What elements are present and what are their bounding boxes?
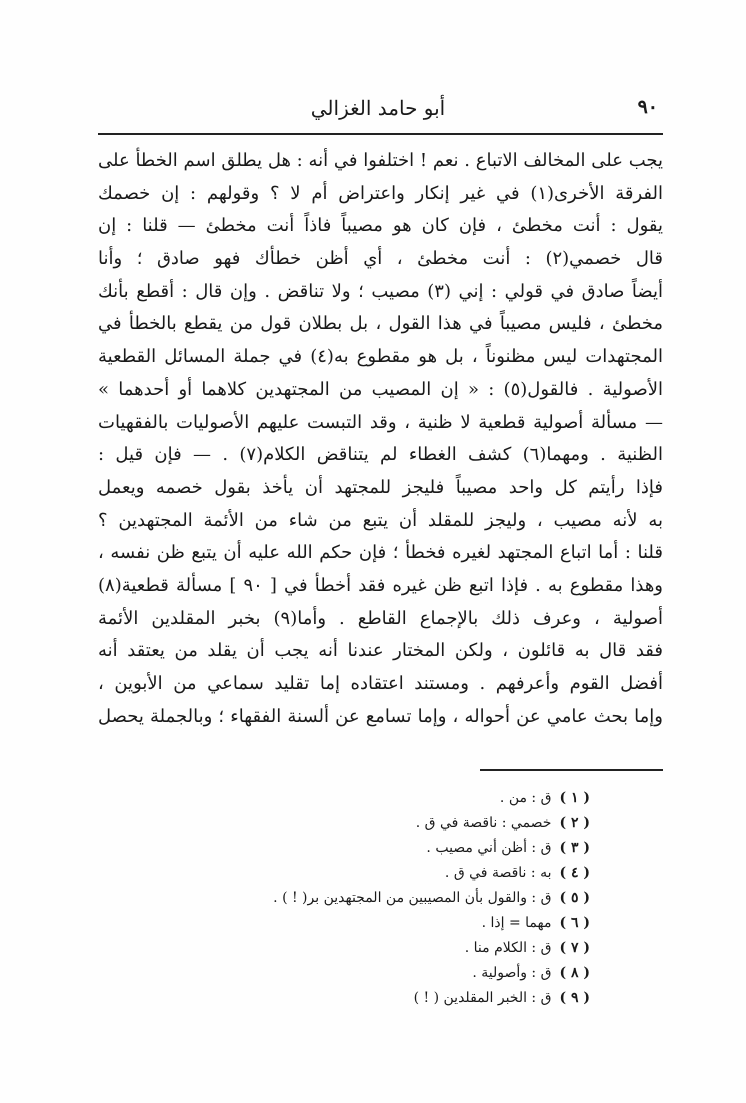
footnote-marker: ( ٤ ) xyxy=(559,865,590,881)
footnote xyxy=(250,961,590,986)
footnote-text: ق : الخبر المقلدين ( ! ) xyxy=(413,990,552,1006)
footnote-marker: ( ١ ) xyxy=(559,790,590,806)
footnote xyxy=(250,861,590,886)
footnote xyxy=(250,836,590,861)
text-line: أفضل القوم وأعرفهم . ومستند اعتقاده إما تقليد سماعي من الأبوين ، xyxy=(98,673,663,694)
text-line: مخطئ ، فليس مصيباً في هذا القول ، بل بطلان قول من يقطع بالخطأ في xyxy=(98,313,663,335)
footnote xyxy=(250,811,590,836)
text-line: أيضاً صادق في قولي : إني (٣) مصيب ؛ ولا تناقض . وإن قال : أقطع بأنك xyxy=(98,280,663,302)
footnote-text: مهما = إذا . xyxy=(481,915,552,931)
page-header xyxy=(98,92,658,132)
text-line: قال خصمي(٢) : أنت مخطئ ، أي أظن خطأك فهو صادق ؛ وأنا xyxy=(98,248,663,270)
footnote-marker: ( ٩ ) xyxy=(559,990,590,1006)
footnote-text: ق : والقول بأن المصيبين من المجتهدين بر( ! ) . xyxy=(273,890,552,906)
text-line: قلنا : أما اتباع المجتهد لغيره فخطأ ؛ فإن حكم الله عليه أن يتبع ظن نفسه ، xyxy=(98,542,663,564)
footnote-text: ق : أظن أني مصيب . xyxy=(426,840,552,856)
text-line: فإذا رأيتم كل واحد مصيباً فليجز للمجتهد أن يأخذ بقول خصمه ويعمل xyxy=(98,476,663,498)
footnote xyxy=(250,786,590,811)
text-line: الأصولية . فالقول(٥) : « إن المصيب من المجتهدين كلاهما أو أحدهما » xyxy=(98,378,663,400)
footnote-marker: ( ٣ ) xyxy=(559,840,590,856)
text-line: — مسألة أصولية قطعية لا ظنية ، وقد التبست عليهم الأصوليات بالفقهيات xyxy=(98,411,663,433)
footnote xyxy=(250,886,590,911)
text-line: يقول : أنت مخطئ ، فإن كان هو مصيباً فاذاً أنت مخطئ — قلنا : إن xyxy=(98,215,663,237)
running-title: أبو حامد الغزالي xyxy=(310,96,446,120)
footnote-text: ق : الكلام منا . xyxy=(464,940,552,956)
text-line: فقد قال به قائلون ، ولكن المختار عندنا أنه يجب أن يقلد من يعتقد أنه xyxy=(98,640,663,662)
page-number: ٩٠ xyxy=(637,96,658,118)
header-rule xyxy=(98,133,663,135)
footnote-marker: ( ٦ ) xyxy=(559,915,590,931)
footnote-marker: ( ٨ ) xyxy=(559,965,590,981)
body-text xyxy=(98,145,663,733)
footnote-marker: ( ٧ ) xyxy=(559,940,590,956)
text-line: الظنية . ومهما(٦) كشف الغطاء لم يتناقض الكلام(٧) . — فإن قيل : xyxy=(98,444,663,466)
footnote xyxy=(250,911,590,936)
text-line: وهذا مقطوع به . فإذا اتبع ظن غيره فقد أخطأ في [ ٩٠ ] مسألة قطعية(٨) xyxy=(98,574,663,596)
footnote-text: ق : وأصولية . xyxy=(472,965,552,981)
text-line: أصولية ، وعرف ذلك بالإجماع القاطع . وأما(٩) بخبر المقلدين الأئمة xyxy=(98,607,663,629)
footnote-text: ق : من . xyxy=(499,790,552,806)
footnotes-list xyxy=(250,786,590,1011)
footnote-text: خصمي : ناقصة في ق . xyxy=(415,815,552,831)
text-line: وإما بحث عامي عن أحواله ، وإما تسامع عن ألسنة الفقهاء ؛ وبالجملة يحصل xyxy=(98,705,663,727)
text-line: به لأنه مصيب ، وليجز للمقلد أن يتبع من شاء من الأئمة المجتهدين ؟ xyxy=(98,509,663,531)
footnote-marker: ( ٢ ) xyxy=(559,815,590,831)
text-line: المجتهدات ليس مظنوناً ، بل هو مقطوع به(٤) في جملة المسائل القطعية xyxy=(98,346,663,368)
footnote-marker: ( ٥ ) xyxy=(559,890,590,906)
footnote xyxy=(250,986,590,1011)
footnote xyxy=(250,936,590,961)
footnote-text: به : ناقصة في ق . xyxy=(444,865,552,881)
footnote-rule xyxy=(480,769,663,771)
text-line: يجب على المخالف الاتباع . نعم ! اختلفوا في أنه : هل يطلق اسم الخطأ على xyxy=(98,150,663,171)
text-line: الفرقة الأخرى(١) في غير إنكار واعتراض أم لا ؟ وقولهم : إن خصمك xyxy=(98,182,663,204)
